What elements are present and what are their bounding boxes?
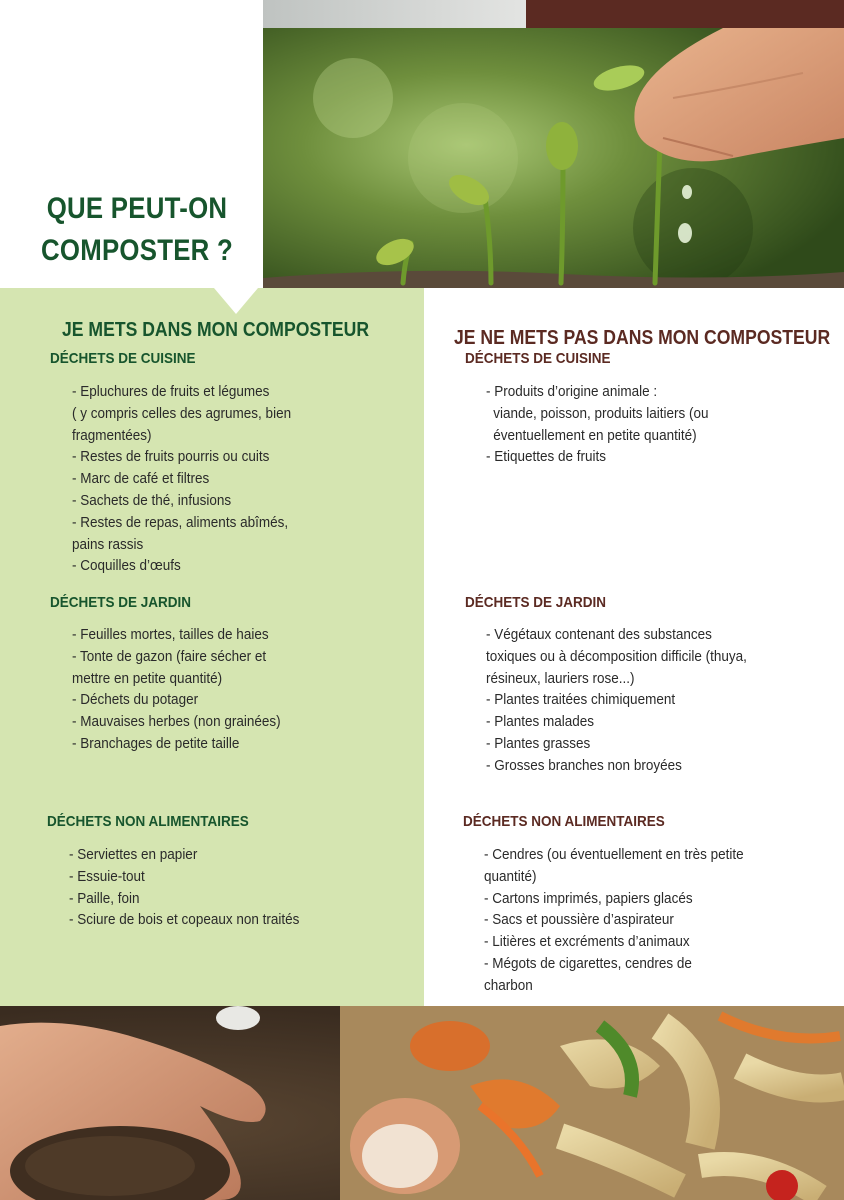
top-decor-bar-grey (263, 0, 526, 28)
list-item: - Cendres (ou éventuellement en très petite (484, 846, 744, 863)
left-garden-list (72, 624, 281, 755)
right-nonfood-list (484, 844, 744, 997)
list-item: - Végétaux contenant des substances (486, 626, 712, 643)
list-item: - Plantes traitées chimiquement (486, 691, 676, 709)
right-kitchen-list (486, 381, 709, 468)
list-item: - Mauvaises herbes (non grainées) (72, 713, 281, 731)
page-title-line1: QUE PEUT-ON (46, 192, 228, 225)
right-heading: JE NE METS PAS DANS MON COMPOSTEUR (454, 327, 831, 349)
list-item: - Marc de café et filtres (72, 470, 210, 488)
list-item: - Déchets du potager (72, 691, 199, 709)
page-title (36, 188, 237, 272)
right-garden-title: DÉCHETS DE JARDIN (465, 594, 607, 611)
list-item: charbon (484, 976, 533, 994)
list-item: - Sciure de bois et copeaux non traités (69, 911, 300, 929)
list-item: - Sachets de thé, infusions (72, 491, 232, 509)
list-item: - Produits d’origine animale : (486, 383, 658, 400)
list-item: résineux, lauriers rose...) (486, 669, 635, 687)
list-item: ( y compris celles des agrumes, bien (72, 404, 292, 422)
list-item: toxiques ou à décomposition difficile (thuya, (486, 647, 747, 665)
list-item: - Grosses branches non broyées (486, 756, 682, 774)
list-item: - Feuilles mortes, tailles de haies (72, 626, 269, 643)
list-item: éventuellement en petite quantité) (493, 426, 697, 444)
list-item: - Restes de repas, aliments abîmés, (72, 513, 289, 531)
left-kitchen-list (72, 381, 291, 577)
list-item: - Essuie-tout (69, 867, 145, 885)
list-item: viande, poisson, produits laitiers (ou (493, 404, 709, 422)
page-title-line2: COMPOSTER ? (40, 234, 234, 267)
list-item: - Branchages de petite taille (72, 734, 240, 752)
right-nonfood-title: DÉCHETS NON ALIMENTAIRES (463, 813, 665, 830)
list-item: quantité) (484, 867, 537, 885)
top-decor-bar-brown (526, 0, 844, 28)
list-item: pains rassis (72, 535, 144, 553)
left-heading: JE METS DANS MON COMPOSTEUR (62, 319, 370, 341)
list-item: - Paille, foin (69, 889, 140, 907)
title-pointer (214, 288, 258, 314)
list-item: mettre en petite quantité) (72, 669, 223, 687)
compost-photo (0, 1006, 844, 1200)
list-item: - Plantes malades (486, 713, 595, 731)
list-item: - Litières et excréments d’animaux (484, 933, 690, 951)
left-nonfood-title: DÉCHETS NON ALIMENTAIRES (47, 813, 249, 830)
right-kitchen-title: DÉCHETS DE CUISINE (465, 350, 611, 367)
list-item: - Restes de fruits pourris ou cuits (72, 448, 270, 466)
list-item: - Cartons imprimés, papiers glacés (484, 889, 693, 907)
list-item: - Tonte de gazon (faire sécher et (72, 647, 267, 665)
list-item: - Etiquettes de fruits (486, 448, 607, 466)
list-item: - Plantes grasses (486, 734, 591, 752)
list-item: - Serviettes en papier (69, 846, 198, 863)
left-kitchen-title: DÉCHETS DE CUISINE (50, 350, 196, 367)
right-garden-list (486, 624, 747, 777)
sprouts-photo (263, 28, 844, 288)
list-item: - Epluchures de fruits et légumes (72, 383, 270, 400)
list-item: - Mégots de cigarettes, cendres de (484, 954, 692, 972)
left-garden-title: DÉCHETS DE JARDIN (50, 594, 192, 611)
left-nonfood-list (69, 844, 299, 931)
list-item: - Sacs et poussière d’aspirateur (484, 911, 674, 929)
list-item: - Coquilles d’œufs (72, 557, 181, 575)
list-item: fragmentées) (72, 426, 152, 444)
